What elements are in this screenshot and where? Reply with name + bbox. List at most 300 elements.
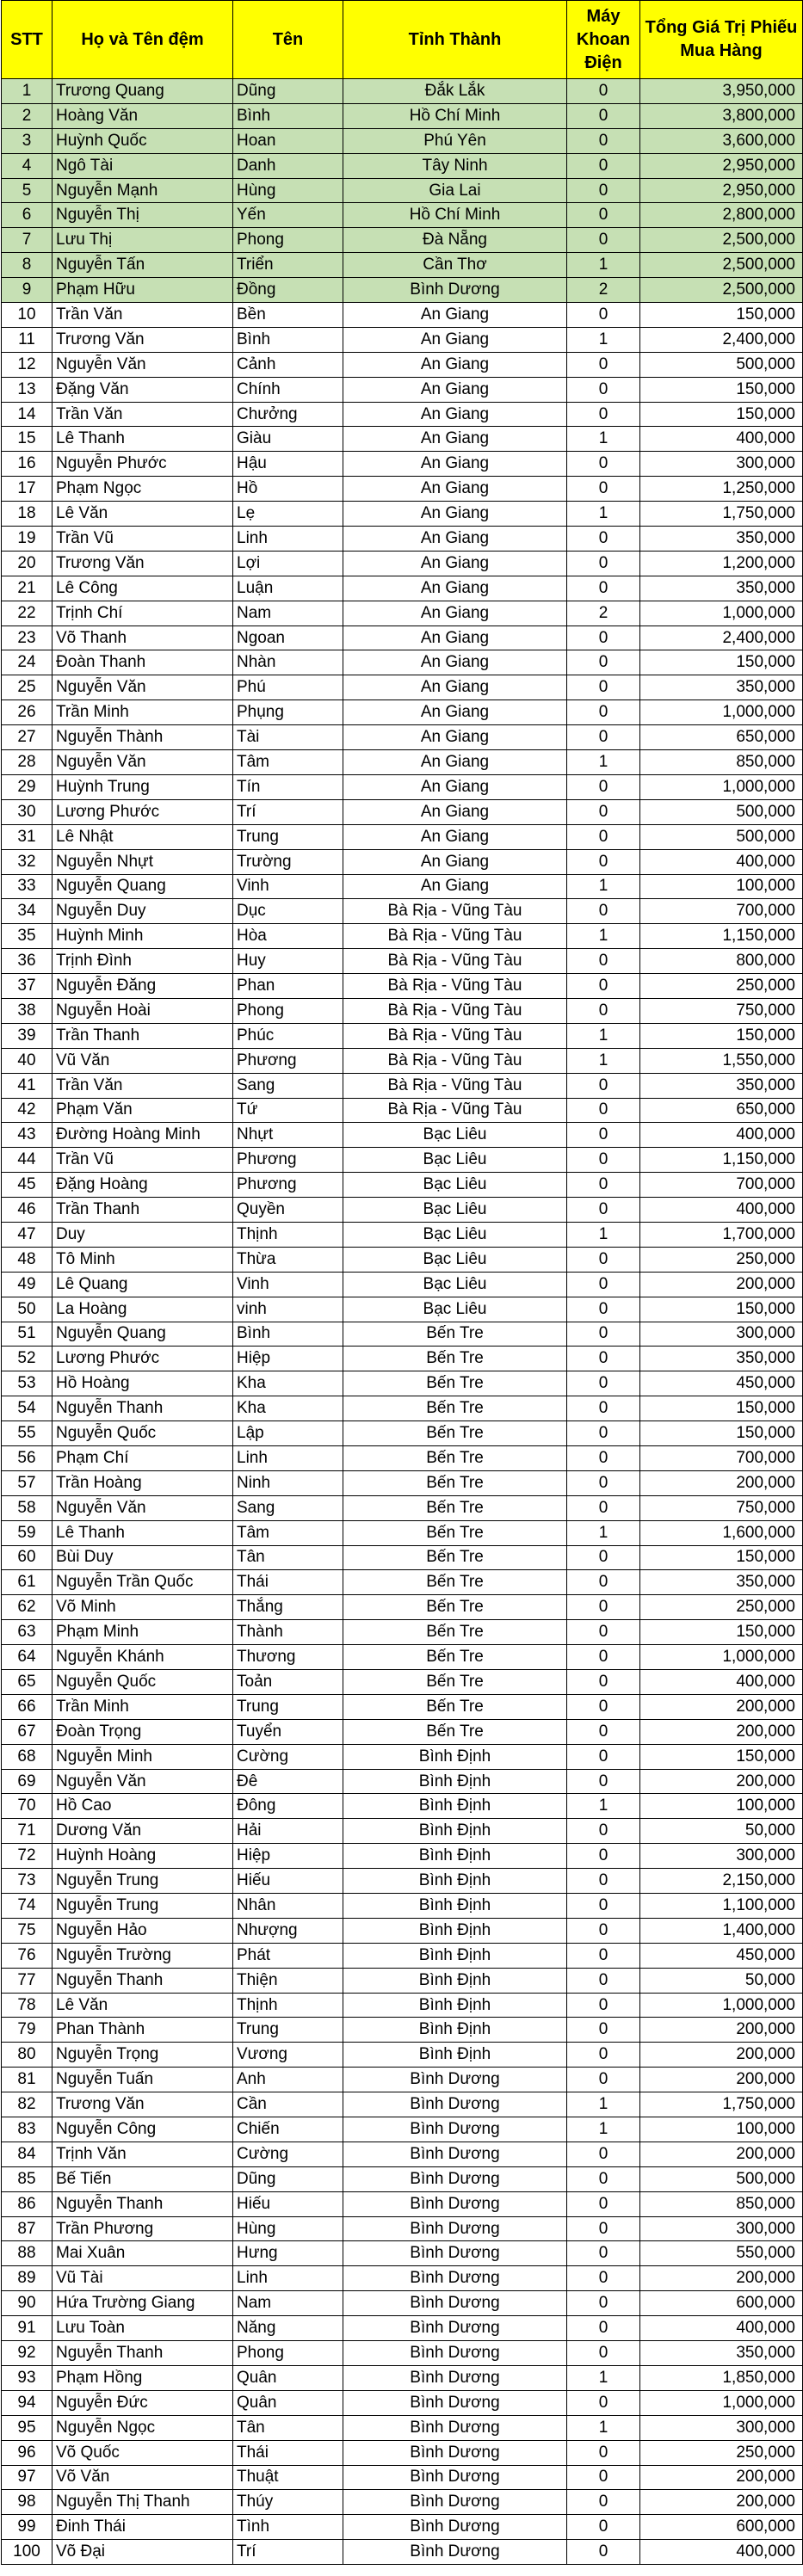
cell-tinh-thanh: Bà Rịa - Vũng Tàu [343,974,567,999]
cell-ten: Phong [233,998,343,1023]
cell-tinh-thanh: Bà Rịa - Vũng Tàu [343,924,567,949]
cell-may-khoan: 0 [567,2465,640,2490]
cell-ho-ten-dem: Huỳnh Minh [53,924,233,949]
cell-ten: Nhân [233,1894,343,1919]
table-row [2,1371,803,1396]
cell-may-khoan: 0 [567,203,640,228]
table-row [2,2166,803,2191]
cell-tong-gia-tri: 300,000 [640,1322,803,1347]
cell-tong-gia-tri: 150,000 [640,650,803,675]
cell-tong-gia-tri: 200,000 [640,1769,803,1794]
table-row [2,675,803,700]
cell-stt: 65 [2,1670,53,1695]
cell-stt: 35 [2,924,53,949]
cell-ten: Nam [233,2291,343,2316]
cell-ten: Tình [233,2515,343,2540]
cell-tong-gia-tri: 400,000 [640,2316,803,2341]
table-row [2,1819,803,1844]
cell-ten: Hiếu [233,2191,343,2216]
cell-tinh-thanh: Bình Định [343,1794,567,1819]
cell-stt: 19 [2,527,53,552]
table-row [2,1396,803,1421]
cell-ten: Lợi [233,551,343,576]
cell-may-khoan: 0 [567,2018,640,2043]
cell-stt: 43 [2,1123,53,1148]
cell-ho-ten-dem: Đặng Văn [53,377,233,402]
header-row [2,1,803,79]
cell-ten: Thiện [233,1968,343,1993]
cell-may-khoan: 1 [567,1023,640,1048]
cell-may-khoan: 1 [567,502,640,527]
cell-tinh-thanh: Bình Dương [343,2117,567,2142]
table-header [2,1,803,79]
cell-stt: 44 [2,1148,53,1173]
cell-ho-ten-dem: Phan Thành [53,2018,233,2043]
cell-ho-ten-dem: Nguyễn Khánh [53,1645,233,1670]
cell-tinh-thanh: Phú Yên [343,128,567,153]
cell-ten: Bình [233,327,343,352]
cell-tong-gia-tri: 1,150,000 [640,924,803,949]
table-row [2,2365,803,2390]
cell-tinh-thanh: An Giang [343,352,567,377]
cell-tong-gia-tri: 150,000 [640,1297,803,1322]
cell-may-khoan: 0 [567,2166,640,2191]
cell-ho-ten-dem: Huỳnh Trung [53,774,233,799]
cell-tinh-thanh: An Giang [343,799,567,824]
cell-tinh-thanh: Bến Tre [343,1470,567,1495]
cell-tong-gia-tri: 350,000 [640,576,803,601]
cell-ten: Hiếu [233,1869,343,1894]
cell-ho-ten-dem: Nguyễn Quốc [53,1670,233,1695]
table-row [2,228,803,253]
cell-stt: 49 [2,1272,53,1297]
table-row [2,1470,803,1495]
table-row [2,452,803,477]
table-row [2,2241,803,2266]
table-row [2,527,803,552]
cell-tong-gia-tri: 200,000 [640,1719,803,1744]
cell-tong-gia-tri: 200,000 [640,2266,803,2291]
cell-ten: Phong [233,228,343,253]
cell-ho-ten-dem: Nguyễn Văn [53,750,233,775]
cell-ten: Trường [233,849,343,874]
header-tinh-thanh: Tỉnh Thành [343,1,567,79]
cell-ten: Hoan [233,128,343,153]
cell-may-khoan: 0 [567,1620,640,1645]
cell-tong-gia-tri: 350,000 [640,2341,803,2366]
cell-ten: Hồ [233,477,343,502]
cell-stt: 74 [2,1894,53,1919]
cell-stt: 42 [2,1098,53,1123]
cell-ho-ten-dem: Phạm Văn [53,1098,233,1123]
cell-tong-gia-tri: 500,000 [640,824,803,849]
cell-ho-ten-dem: Lương Phước [53,1347,233,1371]
cell-ten: Thái [233,2440,343,2465]
cell-may-khoan: 0 [567,1694,640,1719]
cell-tong-gia-tri: 150,000 [640,1545,803,1570]
cell-ho-ten-dem: Trương Văn [53,2092,233,2117]
table-row [2,2515,803,2540]
cell-ho-ten-dem: Lê Văn [53,1993,233,2018]
table-row [2,899,803,924]
cell-tong-gia-tri: 2,500,000 [640,228,803,253]
cell-may-khoan: 0 [567,1570,640,1595]
cell-may-khoan: 0 [567,700,640,725]
table-row [2,103,803,128]
cell-ten: Thương [233,1645,343,1670]
cell-ten: Linh [233,2266,343,2291]
table-row [2,2490,803,2515]
cell-ho-ten-dem: Đường Hoàng Minh [53,1123,233,1148]
cell-may-khoan: 0 [567,1073,640,1098]
table-row [2,402,803,427]
table-row [2,576,803,601]
cell-ho-ten-dem: Trần Văn [53,402,233,427]
cell-may-khoan: 0 [567,1894,640,1919]
cell-may-khoan: 0 [567,1844,640,1869]
cell-ten: Đồng [233,278,343,303]
cell-stt: 14 [2,402,53,427]
cell-tong-gia-tri: 700,000 [640,1173,803,1198]
cell-tong-gia-tri: 150,000 [640,1421,803,1446]
cell-ten: Hùng [233,178,343,203]
cell-stt: 58 [2,1495,53,1520]
cell-ho-ten-dem: Nguyễn Thanh [53,2191,233,2216]
cell-ho-ten-dem: Nguyễn Nhựt [53,849,233,874]
table-row [2,1322,803,1347]
cell-may-khoan: 0 [567,377,640,402]
cell-ten: Chiến [233,2117,343,2142]
cell-tinh-thanh: Bạc Liêu [343,1247,567,1272]
cell-tinh-thanh: Bình Định [343,1918,567,1943]
cell-ho-ten-dem: Mai Xuân [53,2241,233,2266]
cell-may-khoan: 0 [567,774,640,799]
cell-tinh-thanh: An Giang [343,502,567,527]
cell-tinh-thanh: Bình Định [343,1744,567,1769]
table-row [2,427,803,452]
cell-ten: Luận [233,576,343,601]
cell-stt: 20 [2,551,53,576]
cell-may-khoan: 0 [567,1371,640,1396]
cell-may-khoan: 1 [567,750,640,775]
cell-tinh-thanh: Bà Rịa - Vũng Tàu [343,1073,567,1098]
cell-tinh-thanh: Bạc Liêu [343,1148,567,1173]
cell-tinh-thanh: Bạc Liêu [343,1297,567,1322]
table-row [2,700,803,725]
cell-stt: 26 [2,700,53,725]
cell-ten: Thành [233,1620,343,1645]
table-row [2,2465,803,2490]
cell-ho-ten-dem: Nguyễn Trường [53,1943,233,1968]
cell-ho-ten-dem: Phạm Minh [53,1620,233,1645]
cell-tinh-thanh: Bình Dương [343,2216,567,2241]
table-row [2,2043,803,2068]
cell-may-khoan: 0 [567,2291,640,2316]
cell-ho-ten-dem: Nguyễn Tuấn [53,2068,233,2092]
cell-may-khoan: 0 [567,402,640,427]
cell-stt: 1 [2,79,53,104]
table-row [2,1595,803,1620]
cell-ten: Hải [233,1819,343,1844]
table-row [2,1769,803,1794]
cell-ten: Trí [233,799,343,824]
cell-may-khoan: 1 [567,253,640,278]
cell-ten: Bình [233,103,343,128]
cell-ten: Anh [233,2068,343,2092]
cell-stt: 99 [2,2515,53,2540]
cell-ho-ten-dem: Nguyễn Hoài [53,998,233,1023]
cell-ho-ten-dem: Ngô Tài [53,153,233,178]
cell-may-khoan: 0 [567,1918,640,1943]
cell-ho-ten-dem: Trần Minh [53,1694,233,1719]
table-row [2,352,803,377]
table-row [2,278,803,303]
cell-tinh-thanh: Bến Tre [343,1620,567,1645]
cell-may-khoan: 0 [567,998,640,1023]
cell-tinh-thanh: Bạc Liêu [343,1222,567,1247]
cell-ten: Dũng [233,79,343,104]
cell-ho-ten-dem: Nguyễn Thị Thanh [53,2490,233,2515]
cell-tinh-thanh: Bình Định [343,1968,567,1993]
cell-ho-ten-dem: Bế Tiến [53,2166,233,2191]
header-may-khoan: Máy Khoan Điện [567,1,640,79]
cell-ten: Thừa [233,1247,343,1272]
cell-ho-ten-dem: Võ Quốc [53,2440,233,2465]
cell-ten: Tâm [233,1520,343,1545]
cell-may-khoan: 0 [567,527,640,552]
cell-ho-ten-dem: Đoàn Thanh [53,650,233,675]
cell-tong-gia-tri: 1,000,000 [640,2390,803,2415]
cell-tong-gia-tri: 1,000,000 [640,601,803,626]
cell-tong-gia-tri: 500,000 [640,799,803,824]
cell-ten: Trí [233,2540,343,2565]
cell-stt: 78 [2,1993,53,2018]
cell-ho-ten-dem: Trịnh Văn [53,2142,233,2166]
cell-tinh-thanh: An Giang [343,402,567,427]
cell-stt: 75 [2,1918,53,1943]
cell-may-khoan: 0 [567,228,640,253]
cell-may-khoan: 0 [567,650,640,675]
cell-may-khoan: 0 [567,2515,640,2540]
cell-ten: Giàu [233,427,343,452]
cell-tong-gia-tri: 700,000 [640,899,803,924]
table-row [2,874,803,899]
cell-tong-gia-tri: 2,500,000 [640,253,803,278]
cell-tong-gia-tri: 200,000 [640,1470,803,1495]
cell-ten: Nhựt [233,1123,343,1148]
cell-tinh-thanh: Bến Tre [343,1694,567,1719]
cell-may-khoan: 0 [567,2216,640,2241]
cell-stt: 38 [2,998,53,1023]
table-row [2,477,803,502]
cell-may-khoan: 0 [567,2266,640,2291]
cell-tong-gia-tri: 800,000 [640,949,803,974]
cell-tong-gia-tri: 1,000,000 [640,1645,803,1670]
cell-stt: 97 [2,2465,53,2490]
cell-ho-ten-dem: Trần Minh [53,700,233,725]
table-row [2,1073,803,1098]
cell-stt: 30 [2,799,53,824]
cell-may-khoan: 0 [567,1396,640,1421]
cell-stt: 80 [2,2043,53,2068]
cell-tong-gia-tri: 250,000 [640,2440,803,2465]
cell-stt: 71 [2,1819,53,1844]
cell-ho-ten-dem: Nguyễn Đức [53,2390,233,2415]
cell-ho-ten-dem: Võ Thanh [53,626,233,650]
cell-may-khoan: 0 [567,1943,640,1968]
cell-stt: 7 [2,228,53,253]
cell-tinh-thanh: Bến Tre [343,1595,567,1620]
cell-stt: 12 [2,352,53,377]
header-stt: STT [2,1,53,79]
table-row [2,924,803,949]
cell-may-khoan: 1 [567,2365,640,2390]
cell-ho-ten-dem: Nguyễn Đăng [53,974,233,999]
cell-may-khoan: 0 [567,2316,640,2341]
table-row [2,2068,803,2092]
cell-tong-gia-tri: 150,000 [640,1396,803,1421]
cell-may-khoan: 0 [567,1670,640,1695]
cell-ten: Trung [233,2018,343,2043]
cell-ho-ten-dem: Trần Vũ [53,527,233,552]
cell-stt: 6 [2,203,53,228]
cell-ho-ten-dem: Trương Quang [53,79,233,104]
cell-ho-ten-dem: Phạm Chí [53,1445,233,1470]
cell-may-khoan: 0 [567,949,640,974]
cell-stt: 25 [2,675,53,700]
cell-stt: 72 [2,1844,53,1869]
cell-ten: Hiệp [233,1347,343,1371]
cell-ten: Nhàn [233,650,343,675]
cell-stt: 50 [2,1297,53,1322]
cell-tinh-thanh: An Giang [343,824,567,849]
cell-tinh-thanh: Bình Định [343,1993,567,2018]
cell-tinh-thanh: An Giang [343,700,567,725]
cell-tong-gia-tri: 100,000 [640,874,803,899]
cell-stt: 92 [2,2341,53,2366]
cell-ten: Phan [233,974,343,999]
cell-tong-gia-tri: 750,000 [640,1495,803,1520]
cell-may-khoan: 1 [567,1520,640,1545]
cell-ten: Ninh [233,1470,343,1495]
cell-ho-ten-dem: Hứa Trường Giang [53,2291,233,2316]
cell-ten: Hưng [233,2241,343,2266]
cell-tong-gia-tri: 1,750,000 [640,502,803,527]
cell-may-khoan: 0 [567,1322,640,1347]
cell-ho-ten-dem: Trần Phương [53,2216,233,2241]
cell-ho-ten-dem: Nguyễn Thanh [53,2341,233,2366]
cell-tinh-thanh: An Giang [343,303,567,328]
cell-may-khoan: 0 [567,725,640,750]
cell-stt: 37 [2,974,53,999]
table-row [2,1098,803,1123]
cell-tong-gia-tri: 350,000 [640,675,803,700]
table-row [2,2092,803,2117]
cell-stt: 60 [2,1545,53,1570]
cell-tong-gia-tri: 2,950,000 [640,178,803,203]
cell-ho-ten-dem: Nguyễn Văn [53,352,233,377]
cell-stt: 48 [2,1247,53,1272]
cell-ten: Thuật [233,2465,343,2490]
table-row [2,2216,803,2241]
table-row [2,1148,803,1173]
cell-stt: 77 [2,1968,53,1993]
table-row [2,377,803,402]
cell-ten: Bình [233,1322,343,1347]
cell-ho-ten-dem: Nguyễn Minh [53,1744,233,1769]
cell-ten: Vương [233,2043,343,2068]
cell-tinh-thanh: Bình Định [343,1869,567,1894]
table-row [2,799,803,824]
cell-ten: Phúc [233,1023,343,1048]
cell-ho-ten-dem: Lê Quang [53,1272,233,1297]
table-row [2,1545,803,1570]
cell-ho-ten-dem: Nguyễn Văn [53,675,233,700]
cell-may-khoan: 0 [567,626,640,650]
cell-stt: 62 [2,1595,53,1620]
cell-tinh-thanh: Bến Tre [343,1495,567,1520]
cell-ten: Nhượng [233,1918,343,1943]
cell-ten: Lẹ [233,502,343,527]
cell-ho-ten-dem: Vũ Tài [53,2266,233,2291]
table-row [2,1123,803,1148]
cell-ho-ten-dem: Huỳnh Quốc [53,128,233,153]
cell-tong-gia-tri: 450,000 [640,1371,803,1396]
cell-may-khoan: 0 [567,128,640,153]
table-row [2,849,803,874]
cell-ten: Toản [233,1670,343,1695]
cell-tinh-thanh: Bình Dương [343,2092,567,2117]
cell-may-khoan: 0 [567,2241,640,2266]
cell-may-khoan: 0 [567,1993,640,2018]
cell-stt: 89 [2,2266,53,2291]
cell-ho-ten-dem: Trịnh Chí [53,601,233,626]
cell-stt: 68 [2,1744,53,1769]
cell-tong-gia-tri: 1,000,000 [640,700,803,725]
cell-ho-ten-dem: Trương Văn [53,327,233,352]
table-row [2,2018,803,2043]
cell-tinh-thanh: Bình Dương [343,2440,567,2465]
cell-stt: 28 [2,750,53,775]
cell-ho-ten-dem: Lưu Toàn [53,2316,233,2341]
cell-stt: 17 [2,477,53,502]
cell-ten: Bền [233,303,343,328]
cell-tinh-thanh: Bà Rịa - Vũng Tàu [343,998,567,1023]
cell-ten: Ngoan [233,626,343,650]
cell-tong-gia-tri: 3,950,000 [640,79,803,104]
cell-ten: Tân [233,2415,343,2440]
cell-tong-gia-tri: 200,000 [640,2465,803,2490]
cell-tong-gia-tri: 550,000 [640,2241,803,2266]
cell-ten: Hiệp [233,1844,343,1869]
cell-stt: 59 [2,1520,53,1545]
cell-ho-ten-dem: Nguyễn Trọng [53,2043,233,2068]
cell-may-khoan: 0 [567,1421,640,1446]
table-row [2,502,803,527]
cell-tinh-thanh: Bến Tre [343,1347,567,1371]
table-row [2,2291,803,2316]
header-ho-ten-dem: Họ và Tên đệm [53,1,233,79]
cell-tinh-thanh: Bà Rịa - Vũng Tàu [343,1048,567,1073]
cell-stt: 4 [2,153,53,178]
cell-stt: 2 [2,103,53,128]
cell-tinh-thanh: An Giang [343,427,567,452]
cell-may-khoan: 0 [567,2068,640,2092]
table-row [2,128,803,153]
cell-tinh-thanh: Bình Dương [343,2291,567,2316]
cell-stt: 54 [2,1396,53,1421]
cell-may-khoan: 1 [567,2092,640,2117]
